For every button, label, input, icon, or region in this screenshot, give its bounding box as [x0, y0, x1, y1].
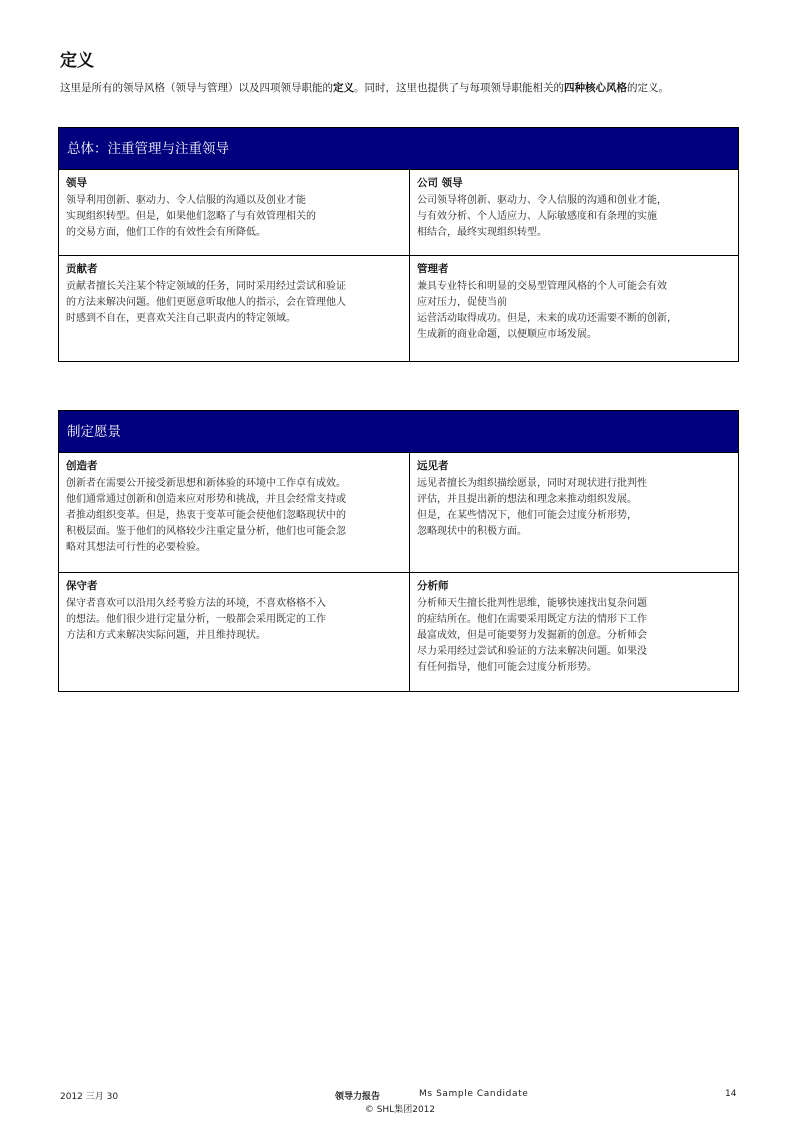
style-title: 领导	[66, 177, 87, 189]
style-title: 远见者	[417, 460, 449, 472]
footer-candidate: Ms Sample Candidate	[419, 1089, 529, 1099]
style-description: 领导利用创新、驱动力、令人信服的沟通以及创业才能 实现组织转型。但是，如果他们忽略了与有效管理相关的 的交易方面，他们工作的有效性会有所降低。	[66, 195, 316, 238]
section-header: 制定愿景	[59, 411, 738, 453]
section-creating-vision	[58, 410, 739, 692]
style-cell-contributor	[59, 256, 410, 361]
intro-paragraph	[60, 81, 742, 96]
style-cell-creator	[59, 453, 410, 573]
style-cell-leader	[59, 170, 410, 256]
section-header: 总体：注重管理与注重领导	[59, 128, 738, 170]
style-description: 分析师天生擅长批判性思维，能够快速找出复杂问题 的症结所在。他们在需要采用既定方法的情形下工作 最富成效，但是可能要努力发掘新的创意。分析师会 尽力采用经过尝试和验证的方法来解决问题。如果没 有任何指导，他们可能会过度分析形势。	[417, 598, 647, 673]
style-title: 分析师	[417, 580, 449, 592]
intro-bold-core-styles: 四种核心风格	[564, 82, 627, 94]
style-title: 公司 领导	[417, 177, 463, 189]
style-title: 创造者	[66, 460, 98, 472]
style-title: 保守者	[66, 580, 98, 592]
style-grid	[59, 170, 738, 361]
style-description: 兼具专业特长和明显的交易型管理风格的个人可能会有效 应对压力，促使当前 运营活动取得成功。但是，未来的成功还需要不断的创新， 生成新的商业命题，以便顺应市场发展。	[417, 281, 677, 340]
footer-copyright: © SHL集团2012	[364, 1105, 436, 1115]
style-cell-corporate-leader	[410, 170, 738, 256]
intro-bold-definition: 定义	[333, 82, 354, 94]
style-description: 保守者喜欢可以沿用久经考验方法的环境，不喜欢格格不入 的想法。他们很少进行定量分析，一般都会采用既定的工作 方法和方式来解决实际问题，并且维持现状。	[66, 598, 326, 641]
style-title: 管理者	[417, 263, 449, 275]
footer-date: 2012 三月 30	[60, 1092, 119, 1102]
style-cell-conserver	[59, 573, 410, 691]
style-grid	[59, 453, 738, 691]
style-description: 公司领导将创新、驱动力、令人信服的沟通和创业才能， 与有效分析、个人适应力、人际敏感度和有条理的实施 相结合，最终实现组织转型。	[417, 195, 667, 238]
style-title: 贡献者	[66, 263, 98, 275]
section-management-vs-leadership	[58, 127, 739, 362]
intro-text-1: 这里是所有的领导风格（领导与管理）以及四项领导职能的	[60, 82, 333, 94]
page-title: 定义	[60, 51, 94, 71]
footer-page-number: 14	[725, 1089, 737, 1099]
style-description: 远见者擅长为组织描绘愿景，同时对现状进行批判性 评估，并且提出新的想法和理念来推动组织发展。 但是，在某些情况下，他们可能会过度分析形势， 忽略现状中的积极方面。	[417, 478, 647, 537]
style-description: 贡献者擅长关注某个特定领域的任务，同时采用经过尝试和验证 的方法来解决问题。他们更愿意听取他人的指示，会在管理他人 时感到不自在，更喜欢关注自己职责内的特定领域。	[66, 281, 346, 324]
style-cell-visionary	[410, 453, 738, 573]
intro-text-3: 的定义。	[627, 82, 669, 94]
style-cell-analyst	[410, 573, 738, 691]
footer-report-name: 领导力报告	[335, 1092, 381, 1102]
intro-text-2: 。同时，这里也提供了与每项领导职能相关的	[354, 82, 564, 94]
style-cell-manager	[410, 256, 738, 361]
style-description: 创新者在需要公开接受新思想和新体验的环境中工作卓有成效。 他们通常通过创新和创造来应对形势和挑战，并且会经常支持或 者推动组织变革。但是，热衷于变革可能会使他们忽略现状中的 积极层面。鉴于他们的风格较少注重定量分析，他们也可能会忽 略对其想法可行性的必要检验。	[66, 478, 346, 553]
